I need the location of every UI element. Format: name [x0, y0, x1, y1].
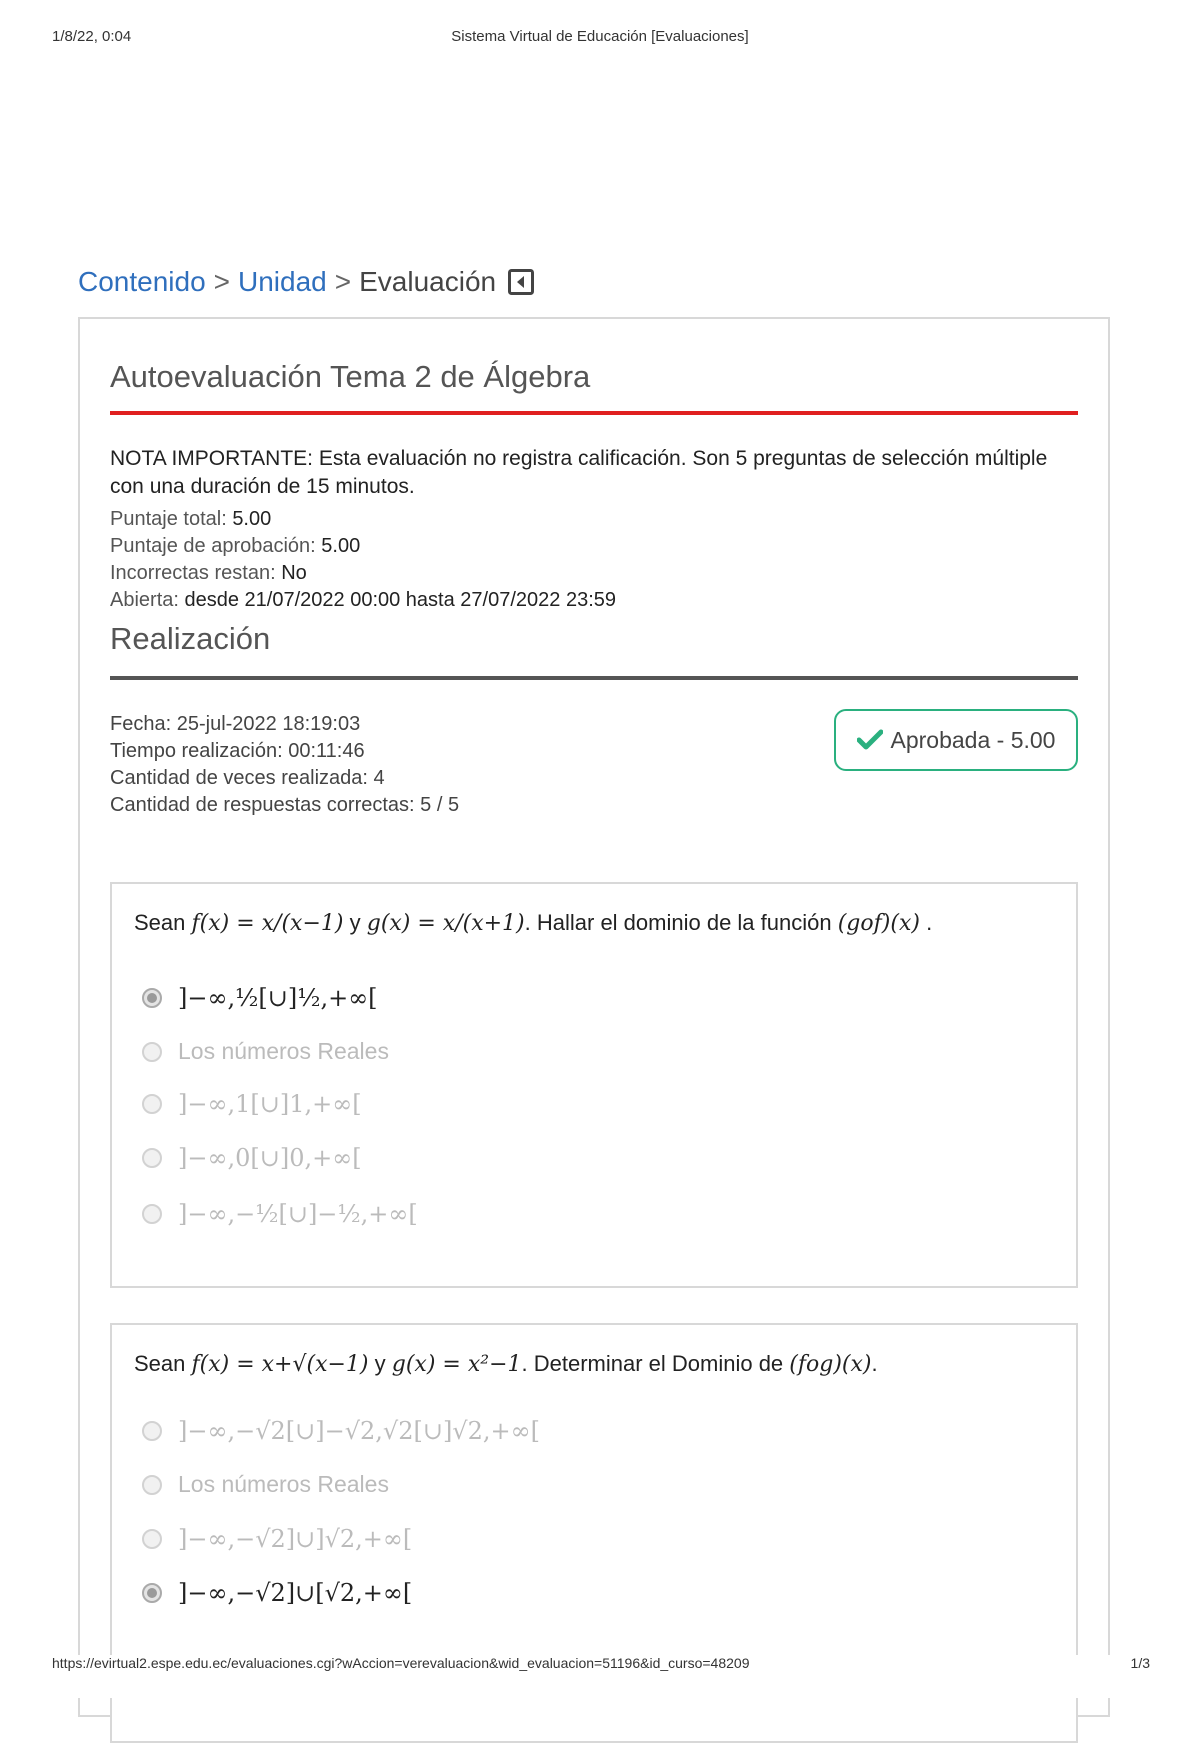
- title-divider: [110, 411, 1078, 415]
- breadcrumb: [78, 266, 534, 298]
- status-badge-label: Aprobada - 5.00: [890, 726, 1056, 753]
- breadcrumb-separator: >: [334, 266, 352, 297]
- print-page-title: Sistema Virtual de Educación [Evaluaciones]: [451, 28, 749, 45]
- print-header: [0, 28, 1200, 52]
- answer-option[interactable]: ]−∞,0[∪]0,+∞[: [142, 1144, 362, 1172]
- evaluation-title: Autoevaluación Tema 2 de Álgebra: [110, 359, 591, 394]
- radio-button[interactable]: [142, 1421, 162, 1441]
- radio-button[interactable]: [142, 1148, 162, 1168]
- answer-option[interactable]: ]−∞,−½[∪]−½,+∞[: [142, 1200, 418, 1228]
- breadcrumb-unidad[interactable]: Unidad: [238, 266, 327, 297]
- radio-button[interactable]: [142, 1475, 162, 1495]
- info-row: Puntaje de aprobación: 5.00: [110, 535, 361, 557]
- realizacion-title: Realización: [110, 621, 271, 656]
- info-row: Cantidad de veces realizada: 4: [110, 767, 385, 789]
- answer-option[interactable]: ]−∞,1[∪]1,+∞[: [142, 1090, 362, 1118]
- print-date: 1/8/22, 0:04: [52, 28, 132, 45]
- answer-option[interactable]: Los números Reales: [142, 1471, 389, 1498]
- answer-option[interactable]: ]−∞,−√2]∪]√2,+∞[: [142, 1525, 412, 1553]
- radio-button[interactable]: [142, 1529, 162, 1549]
- evaluation-card: [78, 317, 1110, 1717]
- evaluation-info: [110, 506, 616, 614]
- radio-button[interactable]: [142, 988, 162, 1008]
- answer-option[interactable]: ]−∞,−√2[∪]−√2,√2[∪]√2,+∞[: [142, 1417, 540, 1445]
- info-row: Incorrectas restan: No: [110, 562, 307, 584]
- info-row: Fecha: 25-jul-2022 18:19:03: [110, 713, 361, 735]
- breadcrumb-contenido[interactable]: Contenido: [78, 266, 206, 297]
- answer-option[interactable]: Los números Reales: [142, 1038, 389, 1065]
- info-row: Tiempo realización: 00:11:46: [110, 740, 365, 762]
- section-divider: [110, 676, 1078, 680]
- info-row: Abierta: desde 21/07/2022 00:00 hasta 27/07/2022 23:59: [110, 589, 616, 611]
- print-footer: [0, 1655, 1200, 1698]
- radio-button[interactable]: [142, 1204, 162, 1224]
- realizacion-info: [110, 711, 459, 819]
- info-row: Cantidad de respuestas correctas: 5 / 5: [110, 794, 460, 816]
- question-card: [110, 882, 1078, 1288]
- check-icon: [857, 729, 883, 751]
- info-row: Puntaje total: 5.00: [110, 508, 272, 530]
- question-text: Sean f(x) = x/(x−1) y g(x) = x/(x+1). Hallar el dominio de la función (gof)(x) .: [134, 910, 933, 936]
- caret-left-square-icon[interactable]: [508, 269, 534, 295]
- radio-button[interactable]: [142, 1583, 162, 1603]
- status-badge: [834, 709, 1078, 771]
- important-note: NOTA IMPORTANTE: Esta evaluación no registra calificación. Son 5 preguntas de selección múltiple con una duración de 15 minutos.: [110, 447, 1048, 498]
- page-number: 1/3: [1130, 1655, 1150, 1671]
- breadcrumb-current: Evaluación: [359, 266, 497, 297]
- radio-button[interactable]: [142, 1042, 162, 1062]
- radio-button[interactable]: [142, 1094, 162, 1114]
- print-url: https://evirtual2.espe.edu.ec/evaluaciones.cgi?wAccion=verevaluacion&wid_evaluacion=51196&id_curso=48209: [52, 1655, 750, 1671]
- answer-option[interactable]: ]−∞,½[∪]½,+∞[: [142, 984, 378, 1012]
- answer-option[interactable]: ]−∞,−√2]∪[√2,+∞[: [142, 1579, 412, 1607]
- breadcrumb-separator: >: [213, 266, 231, 297]
- question-text: Sean f(x) = x+√(x−1) y g(x) = x²−1. Determinar el Dominio de (fog)(x).: [134, 1351, 878, 1377]
